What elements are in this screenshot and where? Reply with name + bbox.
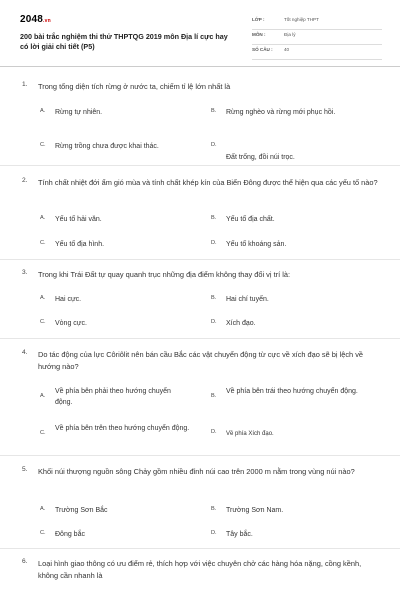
question-number: 3. [22, 269, 28, 276]
question-number: 2. [22, 177, 28, 184]
document-header [0, 0, 400, 66]
option-text: Về phía bên trên theo hướng chuyển động. [55, 425, 190, 432]
option-label: A. [40, 393, 46, 399]
meta-row-class [252, 16, 382, 30]
logo-suffix: .vn [43, 18, 51, 24]
question-number: 5. [22, 466, 28, 473]
meta-panel [252, 16, 382, 61]
question-divider [0, 338, 400, 339]
option-label: D. [211, 240, 217, 246]
document-title: 200 bài trắc nghiệm thi thử THPTQG 2019 môn Địa lí cực hay có lời giải chi tiết (P5) [20, 32, 228, 51]
option-text: Hai cực. [55, 296, 82, 303]
meta-key: MÔN : [252, 32, 266, 37]
option-text: Xích đạo. [226, 320, 256, 327]
option-label: D. [211, 142, 217, 148]
option-text: Trường Sơn Bắc [55, 507, 108, 514]
question-divider [0, 455, 400, 456]
option-text: Tây bắc. [226, 531, 253, 538]
option-label: C. [40, 142, 46, 148]
question-divider [0, 548, 400, 549]
option-label: B. [211, 506, 217, 512]
option-text: Yếu tố khoáng sản. [226, 241, 287, 248]
meta-key: SỐ CÂU : [252, 47, 273, 52]
meta-value: Địa lý [284, 32, 296, 37]
logo-text: 2048 [20, 14, 44, 25]
option-text: Đông bắc [55, 531, 85, 538]
option-text: Rừng tự nhiên. [55, 109, 103, 116]
question-text: Loại hình giao thông có ưu điểm rẻ, thích hợp với việc chuyên chở các hàng hóa nặng, cồng kềnh, không cần nhanh là [38, 559, 362, 580]
meta-row-subject [252, 31, 382, 45]
question-text: Do tác động của lực Côriôlit nên bán cầu Bắc các vật chuyển động từ cực về xích đạo sẽ bị lệch về hướng nào? [38, 350, 364, 371]
option-label: D. [211, 429, 217, 435]
option-text: Về phía Xích đạo. [226, 431, 274, 437]
option-label: D. [211, 319, 217, 325]
option-label: C. [40, 430, 46, 436]
option-text: Yếu tố địa chất. [226, 216, 275, 223]
option-label: B. [211, 215, 217, 221]
question-text: Tính chất nhiệt đới ẩm gió mùa và tính chất khép kín của Biển Đông được thể hiện qua các yếu tố nào? [38, 178, 378, 187]
meta-value: Tốt nghiệp THPT [284, 17, 319, 22]
question-number: 1. [22, 81, 28, 88]
question-text: Trong khi Trái Đất tự quay quanh trục những địa điểm không thay đổi vị trí là: [38, 270, 291, 279]
option-label: B. [211, 295, 217, 301]
question-divider [0, 165, 400, 166]
option-text: Yếu tố địa hình. [55, 241, 105, 248]
option-text: Rừng nghèo và rừng mới phục hồi. [226, 109, 336, 116]
option-text: Vòng cực. [55, 320, 87, 327]
meta-value: 40 [284, 47, 290, 52]
option-label: A. [40, 215, 46, 221]
option-label: A. [40, 295, 46, 301]
option-label: C. [40, 319, 46, 325]
meta-row-count [252, 46, 382, 60]
option-text: Về phía bên phải theo hướng chuyển động. [55, 388, 171, 406]
meta-key: LỚP : [252, 17, 265, 22]
option-label: A. [40, 108, 46, 114]
question-number: 6. [22, 558, 28, 565]
question-number: 4. [22, 349, 28, 356]
site-logo[interactable] [20, 14, 51, 25]
option-label: B. [211, 108, 217, 114]
header-divider [0, 66, 400, 67]
option-label: C. [40, 240, 46, 246]
question-text: Trong tổng diện tích rừng ở nước ta, chiếm tỉ lệ lớn nhất là [38, 82, 231, 91]
option-label: B. [211, 393, 217, 399]
option-text: Đất trống, đồi núi trọc. [226, 154, 295, 161]
option-text: Yếu tố hải văn. [55, 216, 102, 223]
option-label: D. [211, 530, 217, 536]
option-text: Trường Sơn Nam. [226, 507, 284, 514]
option-text: Rừng trồng chưa được khai thác. [55, 143, 159, 150]
option-label: A. [40, 506, 46, 512]
option-text: Về phía bên trái theo hướng chuyển động. [226, 388, 358, 395]
option-text: Hai chí tuyến. [226, 296, 269, 303]
question-text: Khối núi thượng nguồn sông Chảy gồm nhiều đỉnh núi cao trên 2000 m nằm trong vùng núi nào? [38, 467, 355, 476]
question-divider [0, 259, 400, 260]
option-label: C. [40, 530, 46, 536]
